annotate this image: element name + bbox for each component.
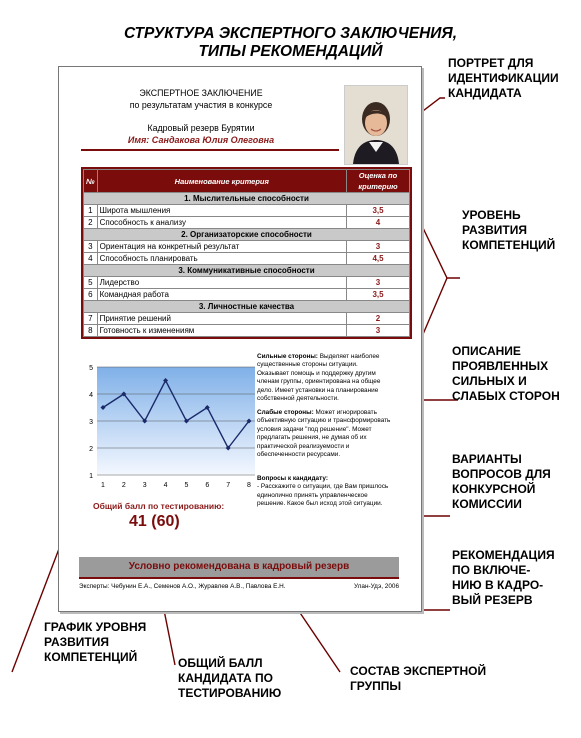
competency-table <box>83 169 410 337</box>
x-tick-label: 6 <box>205 482 210 489</box>
x-tick-label: 7 <box>226 482 231 489</box>
y-tick-label: 1 <box>89 473 93 480</box>
row-num: 3 <box>84 241 98 253</box>
callout-graph: ГРАФИК УРОВНЯ РАЗВИТИЯ КОМПЕТЕНЦИЙ <box>44 620 147 664</box>
total-label: Общий балл по тестированию: <box>93 501 225 511</box>
strengths-label: Сильные стороны: <box>257 353 318 360</box>
table-row <box>84 313 410 325</box>
recommendation-underline <box>79 577 399 579</box>
section-title: 3. Коммуникативные способности <box>84 265 410 277</box>
criterion-score: 3,5 <box>347 205 410 217</box>
section-title: 2. Организаторские способности <box>84 229 410 241</box>
weaknesses-block <box>257 409 391 459</box>
row-num: 4 <box>84 253 98 265</box>
doc-title: ЭКСПЕРТНОЕ ЗАКЛЮЧЕНИЕ <box>139 88 263 98</box>
place-date: Улан-Удэ, 2006 <box>354 583 399 590</box>
strengths-text: Выделяет наиболее существенные стороны ситуации. Оказывает помощь и поддержку другим членам группы, ориентирована на общее дело. Имеет установки на планирование собственной деятельности. <box>257 353 381 403</box>
experts-list: Эксперты: Чебунин Е.А., Семенов А.О., Журавлев А.В., Павлова Е.Н. <box>79 583 286 590</box>
row-num: 2 <box>84 217 98 229</box>
callout-team: СОСТАВ ЭКСПЕРТНОЙ ГРУППЫ <box>350 664 487 693</box>
row-num: 8 <box>84 325 98 337</box>
criterion-score: 4 <box>347 217 410 229</box>
criterion-name: Готовность к изменениям <box>97 325 346 337</box>
x-tick-label: 2 <box>121 482 126 489</box>
criterion-name: Принятие решений <box>97 313 346 325</box>
y-tick-label: 5 <box>89 365 93 372</box>
criterion-score: 4,5 <box>347 253 410 265</box>
criterion-name: Широта мышления <box>97 205 346 217</box>
criterion-score: 3 <box>347 277 410 289</box>
questions-label: Вопросы к кандидату: <box>257 475 328 482</box>
recommendation-banner: Условно рекомендована в кадровый резерв <box>79 557 399 577</box>
criterion-name: Командная работа <box>97 289 346 301</box>
y-tick-label: 2 <box>89 446 93 453</box>
y-tick-label: 4 <box>89 392 93 399</box>
weaknesses-text: Может игнорировать объективную ситуацию и трансформировать условия задачи "под решение". Может предлагать решения, не думая об их практической реализуемости и обеспеченности ресурсами. <box>257 409 391 459</box>
callout-description: ОПИСАНИЕ ПРОЯВЛЕННЫХ СИЛЬНЫХ И СЛАБЫХ СТОРОН <box>452 344 560 403</box>
competency-table-box <box>81 167 412 339</box>
doc-program: Кадровый резерв Бурятии <box>147 123 255 133</box>
table-row <box>84 289 410 301</box>
x-tick-label: 3 <box>142 482 147 489</box>
table-row <box>84 325 410 337</box>
row-num: 5 <box>84 277 98 289</box>
table-row <box>84 277 410 289</box>
criterion-score: 3 <box>347 241 410 253</box>
callout-portrait: ПОРТРЕТ ДЛЯ ИДЕНТИФИКАЦИИ КАНДИДАТА <box>448 56 559 100</box>
questions-block <box>257 475 391 509</box>
table-row <box>84 241 410 253</box>
x-tick-label: 1 <box>101 482 105 489</box>
criterion-score: 3,5 <box>347 289 410 301</box>
doc-subtitle: по результатам участия в конкурсе <box>129 100 273 110</box>
y-tick-label: 3 <box>89 419 93 426</box>
criterion-score: 2 <box>347 313 410 325</box>
callout-questions: ВАРИАНТЫ ВОПРОСОВ ДЛЯ КОНКУРСНОЙ КОМИССИИ <box>452 452 551 511</box>
criterion-score: 3 <box>347 325 410 337</box>
col-num: № <box>84 170 98 193</box>
criterion-name: Способность к анализу <box>97 217 346 229</box>
weaknesses-label: Слабые стороны: <box>257 409 314 416</box>
page-title-line2: ТИПЫ РЕКОМЕНДАЦИЙ <box>198 43 383 60</box>
col-score: Оценка по критерию <box>347 170 410 193</box>
table-row <box>84 205 410 217</box>
criterion-name: Ориентация на конкретный результат <box>97 241 346 253</box>
criterion-name: Лидерство <box>97 277 346 289</box>
questions-text: - Расскажите о ситуации, где Вам пришлось единолично принять управленческое решение. Какое был исход этой ситуации. <box>257 483 389 508</box>
x-tick-label: 4 <box>163 482 168 489</box>
competency-chart <box>77 359 257 499</box>
candidate-name: Имя: Сандакова Юлия Олеговна <box>127 135 275 145</box>
section-title: 1. Мыслительные способности <box>84 193 410 205</box>
x-tick-label: 8 <box>247 482 251 489</box>
candidate-portrait <box>344 85 408 165</box>
table-row <box>84 253 410 265</box>
row-num: 6 <box>84 289 98 301</box>
title-divider <box>81 149 339 151</box>
row-num: 1 <box>84 205 98 217</box>
callout-total: ОБЩИЙ БАЛЛ КАНДИДАТА ПО ТЕСТИРОВАНИЮ <box>178 656 282 700</box>
callout-recommendation: РЕКОМЕНДАЦИЯ ПО ВКЛЮЧЕ- НИЮ В КАДРО- ВЫЙ РЕЗЕРВ <box>452 548 555 607</box>
criterion-name: Способность планировать <box>97 253 346 265</box>
page-title-line1: СТРУКТУРА ЭКСПЕРТНОГО ЗАКЛЮЧЕНИЯ, <box>123 25 458 42</box>
col-criterion: Наименование критерия <box>97 170 346 193</box>
callout-level: УРОВЕНЬ РАЗВИТИЯ КОМПЕТЕНЦИЙ <box>462 208 556 252</box>
total-value: 41 (60) <box>129 513 180 530</box>
strengths-block <box>257 353 391 403</box>
row-num: 7 <box>84 313 98 325</box>
table-row <box>84 217 410 229</box>
expert-report-document <box>58 66 422 612</box>
x-tick-label: 5 <box>184 482 189 489</box>
section-title: 3. Личностные качества <box>84 301 410 313</box>
